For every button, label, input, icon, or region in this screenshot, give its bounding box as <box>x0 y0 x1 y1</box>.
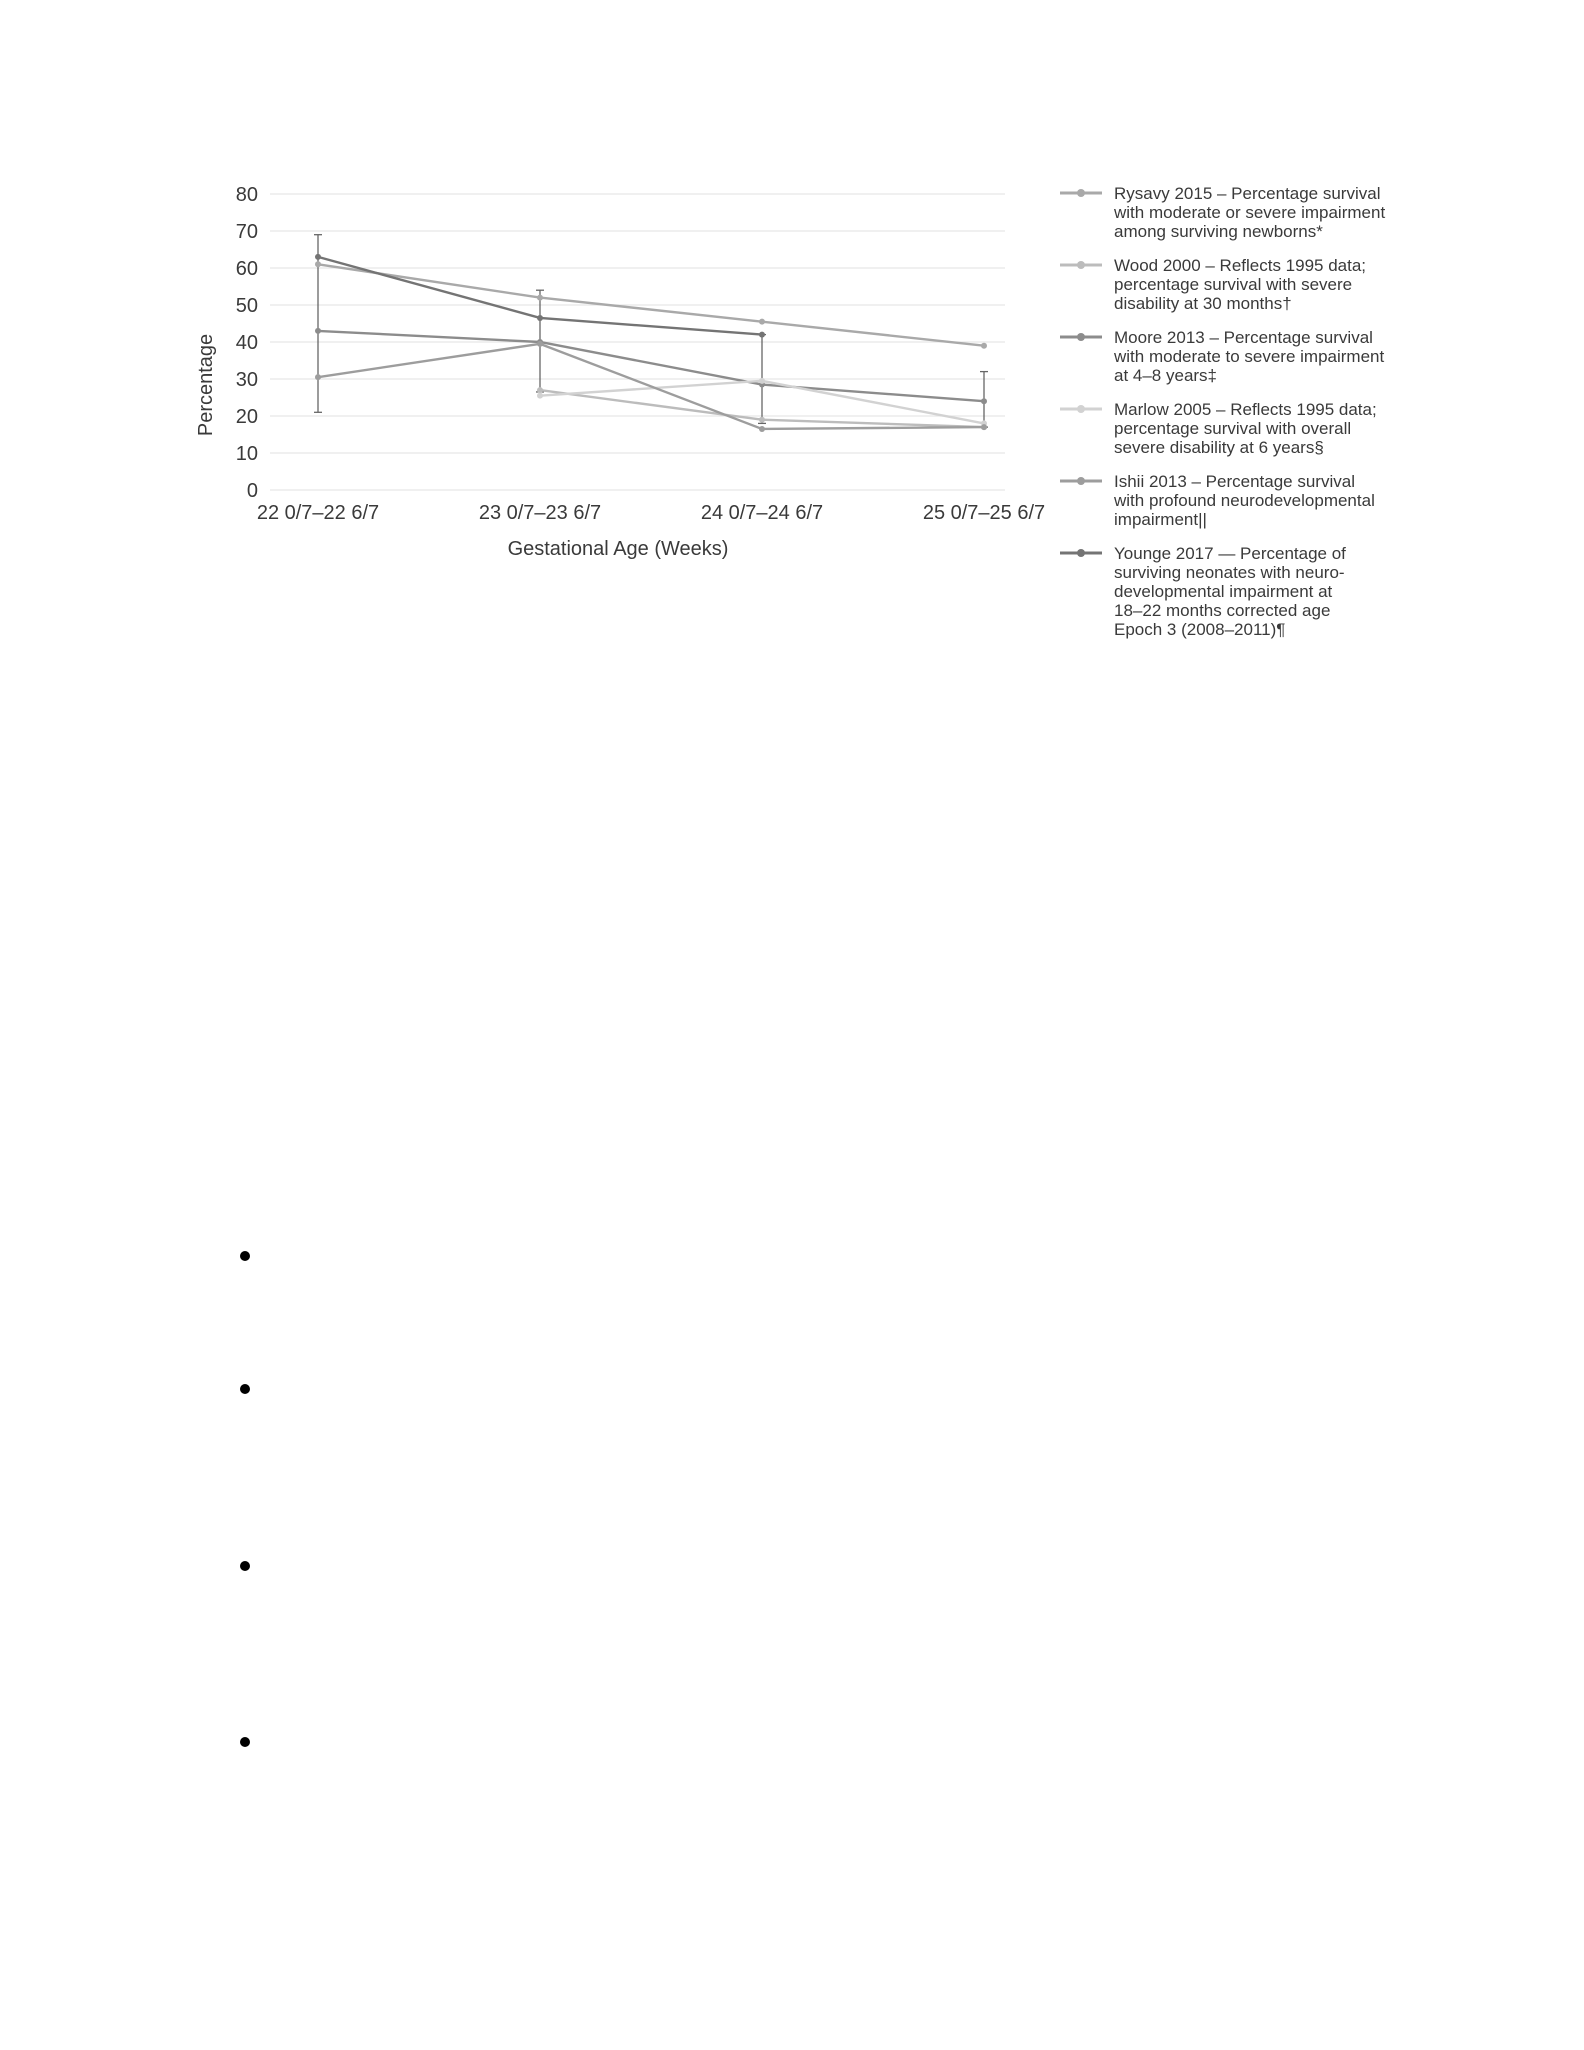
legend-label: Marlow 2005 – Reflects 1995 data; <box>1114 400 1377 419</box>
legend-label: percentage survival with severe <box>1114 275 1353 294</box>
legend-label: Rysavy 2015 – Percentage survival <box>1114 184 1381 203</box>
data-point <box>759 319 765 325</box>
legend-label: Ishii 2013 – Percentage survival <box>1114 472 1355 491</box>
data-point <box>981 343 987 349</box>
y-tick-label: 50 <box>235 295 258 317</box>
gridlines <box>270 194 1005 490</box>
legend-item <box>1060 544 1346 639</box>
data-point <box>537 341 543 347</box>
y-tick-label: 20 <box>235 406 258 428</box>
legend-label: with moderate to severe impairment <box>1114 347 1385 366</box>
legend-label: impairment|| <box>1114 510 1207 529</box>
y-tick-label: 10 <box>235 443 258 465</box>
data-point <box>315 261 321 267</box>
legend-marker <box>1077 405 1085 413</box>
x-tick-label: 22 0/7–22 6/7 <box>256 502 380 524</box>
legend-marker <box>1077 261 1085 269</box>
legend-item <box>1060 256 1366 313</box>
data-point <box>981 424 987 430</box>
legend-item <box>1060 400 1377 457</box>
legend-marker <box>1077 333 1085 341</box>
data-point <box>537 295 543 301</box>
data-point <box>315 254 321 260</box>
y-tick-label: 40 <box>235 332 258 354</box>
data-point <box>759 426 765 432</box>
data-point <box>759 378 765 384</box>
x-tick-label: 25 0/7–25 6/7 <box>922 502 1046 524</box>
x-tick-label: 24 0/7–24 6/7 <box>700 502 824 524</box>
legend-label: with profound neurodevelopmental <box>1114 491 1375 510</box>
legend-label: Epoch 3 (2008–2011)¶ <box>1114 620 1286 639</box>
legend-label: at 4–8 years‡ <box>1114 366 1218 385</box>
legend-marker <box>1077 189 1085 197</box>
legend-label: among surviving newborns* <box>1114 222 1323 241</box>
legend-label: with moderate or severe impairment <box>1114 203 1386 222</box>
list-bullet <box>240 1251 250 1261</box>
legend-label: Moore 2013 – Percentage survival <box>1114 328 1373 347</box>
legend-label: Wood 2000 – Reflects 1995 data; <box>1114 256 1367 275</box>
legend-label: percentage survival with overall <box>1114 419 1352 438</box>
y-tick-label: 60 <box>235 258 258 280</box>
y-tick-label: 70 <box>235 221 258 243</box>
list-bullet <box>240 1737 250 1747</box>
data-point <box>315 328 321 334</box>
data-point <box>537 315 543 321</box>
legend-label: 18–22 months corrected age <box>1114 601 1331 620</box>
data-point <box>981 398 987 404</box>
data-point <box>315 374 321 380</box>
x-tick-label: 23 0/7–23 6/7 <box>478 502 602 524</box>
legend-marker <box>1077 477 1085 485</box>
data-point <box>759 332 765 338</box>
y-tick-label: 30 <box>235 369 258 391</box>
legend-marker <box>1077 549 1085 557</box>
data-point <box>537 387 543 393</box>
legend-item <box>1060 472 1375 529</box>
y-tick-label: 80 <box>235 184 258 206</box>
legend-label: developmental impairment at <box>1114 582 1333 601</box>
legend-label: Younge 2017 — Percentage of <box>1114 544 1346 563</box>
x-axis-ticks <box>257 502 1045 524</box>
list-bullet <box>240 1561 250 1571</box>
y-axis-title: Percentage <box>195 333 217 437</box>
list-bullet <box>240 1384 250 1394</box>
legend-item <box>1060 184 1385 241</box>
legend <box>1060 184 1385 639</box>
series-3 <box>315 328 987 404</box>
legend-label: disability at 30 months† <box>1114 294 1292 313</box>
series-5 <box>315 341 987 432</box>
data-point <box>537 393 543 399</box>
legend-label: surviving neonates with neuro- <box>1114 563 1345 582</box>
series-lines <box>315 254 987 432</box>
error-bars <box>314 235 988 427</box>
x-axis-title: Gestational Age (Weeks) <box>507 538 729 560</box>
y-tick-label: 0 <box>246 480 258 502</box>
legend-label: severe disability at 6 years§ <box>1114 438 1324 457</box>
data-point <box>759 417 765 423</box>
legend-item <box>1060 328 1385 385</box>
y-axis-ticks <box>236 184 258 502</box>
